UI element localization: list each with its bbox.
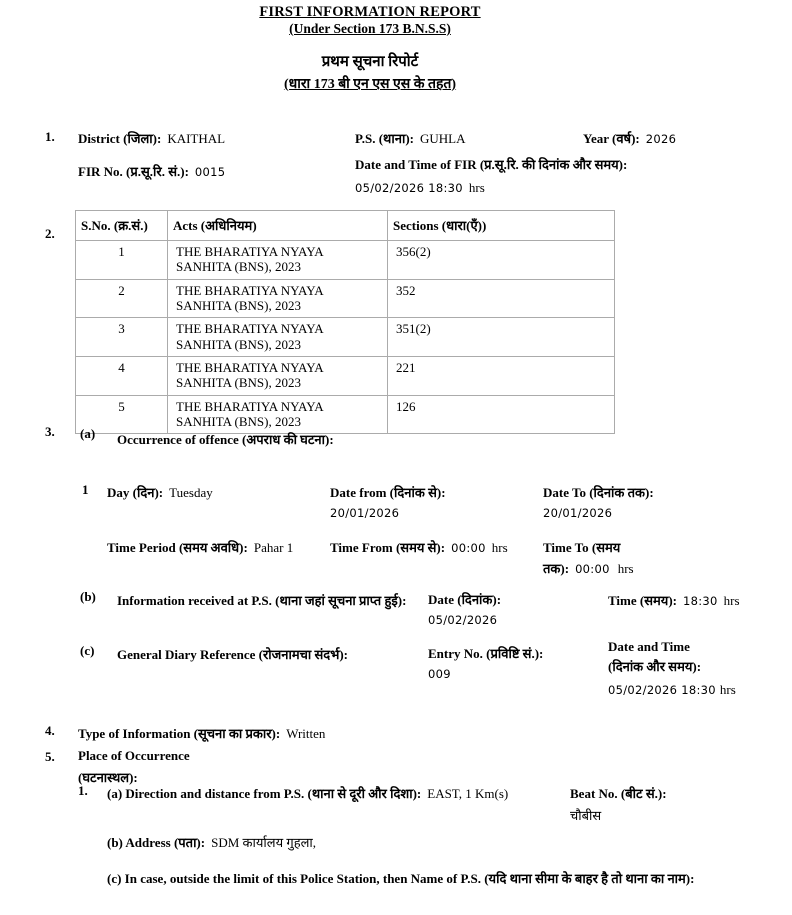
acts-sections-table: [75, 210, 615, 434]
outside-limit-label: (c) In case, outside the limit of this Police Station, then Name of P.S. (यदि थाना सीमा के बाहर है तो थाना का नाम):: [107, 871, 695, 886]
doc-title-hindi: प्रथम सूचना रिपोर्ट: [321, 54, 419, 70]
time-from-label: Time From (समय से):: [330, 540, 446, 555]
row-section: 351(2): [388, 318, 615, 357]
section3b-tag: (b): [80, 589, 96, 604]
info-time-label: Time (समय):: [608, 593, 677, 608]
time-period-label: Time Period (समय अवधि):: [107, 540, 248, 555]
info-date-label: Date (दिनांक):: [428, 592, 502, 607]
doc-title-english: FIRST INFORMATION REPORT: [259, 4, 481, 20]
row-act: THE BHARATIYA NYAYA SANHITA (BNS), 2023: [168, 279, 388, 318]
acts-table-row: [76, 279, 615, 318]
day-field: [107, 483, 213, 502]
gd-datetime-label-line2: (दिनांक और समय):: [608, 659, 702, 674]
address-field: [107, 833, 607, 852]
row-section: 352: [388, 279, 615, 318]
year-value: 2026: [645, 132, 677, 146]
row-act: THE BHARATIYA NYAYA SANHITA (BNS), 2023: [168, 318, 388, 357]
entry-no-value: 009: [428, 667, 451, 681]
fir-datetime-unit: hrs: [468, 180, 485, 195]
time-period-value: Pahar 1: [253, 540, 294, 555]
row-section: 356(2): [388, 241, 615, 280]
information-received-label: Information received at P.S. (थाना जहां सूचना प्राप्त हुई):: [117, 593, 407, 608]
row-sno: 3: [76, 318, 168, 357]
year-field: [583, 129, 676, 148]
section3a-tag: (a): [80, 426, 96, 441]
info-date-value: 05/02/2026: [428, 613, 498, 627]
fir-number-label: FIR No. (प्र.सू.रि. सं.):: [78, 164, 189, 179]
fir-number-field: [78, 162, 225, 181]
occurrence-of-offence-label: Occurrence of offence (अपराध की घटना):: [117, 432, 334, 447]
police-station-label: P.S. (थाना):: [355, 131, 414, 146]
fir-datetime-text: 05/02/2026 18:30: [355, 181, 463, 195]
place-item-number: 1.: [78, 783, 88, 798]
acts-table-row: [76, 241, 615, 280]
fir-datetime-value: [355, 179, 485, 197]
time-from-unit: hrs: [491, 540, 508, 555]
time-to-field: [543, 537, 693, 580]
col-header-sections: Sections (धारा(एँ)): [388, 211, 615, 241]
general-diary-reference-label: General Diary Reference (रोजनामचा संदर्भ):: [117, 647, 348, 662]
day-label: Day (दिन):: [107, 485, 164, 500]
row-sno: 1: [76, 241, 168, 280]
time-from-value: 00:00: [451, 541, 486, 555]
section4-number: 4.: [45, 723, 55, 738]
gd-datetime-label-line1: Date and Time: [608, 639, 690, 654]
section2-number: 2.: [45, 226, 55, 241]
type-of-information-value: Written: [286, 726, 326, 741]
section5-number: 5.: [45, 749, 55, 764]
doc-subtitle-english: (Under Section 173 B.N.S.S): [289, 21, 451, 36]
time-to-value: 00:00: [575, 562, 610, 576]
occurrence-row-number: 1: [82, 482, 89, 497]
day-value: Tuesday: [169, 485, 213, 500]
direction-distance-field: [107, 784, 577, 803]
fir-datetime-label: Date and Time of FIR (प्र.सू.रि. की दिनांक और समय):: [355, 157, 628, 172]
row-section: 221: [388, 356, 615, 395]
time-from-field: [330, 537, 522, 559]
col-header-acts: Acts (अधिनियम): [168, 211, 388, 241]
address-label: (b) Address (पता):: [107, 835, 206, 850]
direction-distance-value: EAST, 1 Km(s): [427, 786, 509, 801]
time-period-field: [107, 537, 325, 559]
type-of-information-field: [78, 724, 325, 743]
acts-table-row: [76, 318, 615, 357]
acts-table-row: [76, 356, 615, 395]
address-value: SDM कार्यालय गुहला,: [211, 835, 317, 850]
info-time-field: [608, 590, 763, 612]
row-act: THE BHARATIYA NYAYA SANHITA (BNS), 2023: [168, 241, 388, 280]
info-time-value: 18:30: [683, 594, 718, 608]
date-from-label: Date from (दिनांक से):: [330, 485, 446, 500]
district-label: District (जिला):: [78, 131, 162, 146]
type-of-information-label: Type of Information (सूचना का प्रकार):: [78, 726, 281, 741]
time-to-label: Time To (समय तक):: [543, 540, 621, 576]
date-to-label: Date To (दिनांक तक):: [543, 485, 654, 500]
info-time-unit: hrs: [723, 593, 740, 608]
year-label: Year (वर्ष):: [583, 131, 640, 146]
row-act: THE BHARATIYA NYAYA SANHITA (BNS), 2023: [168, 395, 388, 434]
col-header-sno: S.No. (क्र.सं.): [76, 211, 168, 241]
entry-no-label: Entry No. (प्रविष्टि सं.):: [428, 646, 544, 661]
row-section: 126: [388, 395, 615, 434]
date-from-value: 20/01/2026: [330, 506, 400, 520]
beat-no-label: Beat No. (बीट सं.):: [570, 786, 667, 801]
place-of-occurrence-label-english: Place of Occurrence: [78, 748, 190, 763]
row-act: THE BHARATIYA NYAYA SANHITA (BNS), 2023: [168, 356, 388, 395]
district-value: KAITHAL: [167, 131, 226, 146]
police-station-value: GUHLA: [419, 131, 466, 146]
doc-subtitle-hindi: (धारा 173 बी एन एस एस के तहत): [283, 77, 457, 92]
gd-datetime-text: 05/02/2026 18:30: [608, 683, 716, 697]
police-station-field: [355, 129, 465, 148]
section3c-tag: (c): [80, 643, 95, 658]
place-of-occurrence-label-hindi: (घटनास्थल):: [78, 770, 138, 785]
district-field: [78, 129, 225, 148]
beat-no-value: चौबीस: [570, 808, 602, 823]
direction-distance-label: (a) Direction and distance from P.S. (थाना से दूरी और दिशा):: [107, 786, 422, 801]
section3-number: 3.: [45, 424, 55, 439]
gd-datetime-value: [608, 680, 740, 700]
gd-datetime-unit: hrs: [719, 682, 736, 697]
row-sno: 2: [76, 279, 168, 318]
row-sno: 5: [76, 395, 168, 434]
date-to-value: 20/01/2026: [543, 506, 613, 520]
fir-number-value: 0015: [194, 165, 226, 179]
acts-table-header-row: [76, 211, 615, 241]
row-sno: 4: [76, 356, 168, 395]
time-to-unit: hrs: [617, 561, 634, 576]
section1-number: 1.: [45, 129, 55, 144]
